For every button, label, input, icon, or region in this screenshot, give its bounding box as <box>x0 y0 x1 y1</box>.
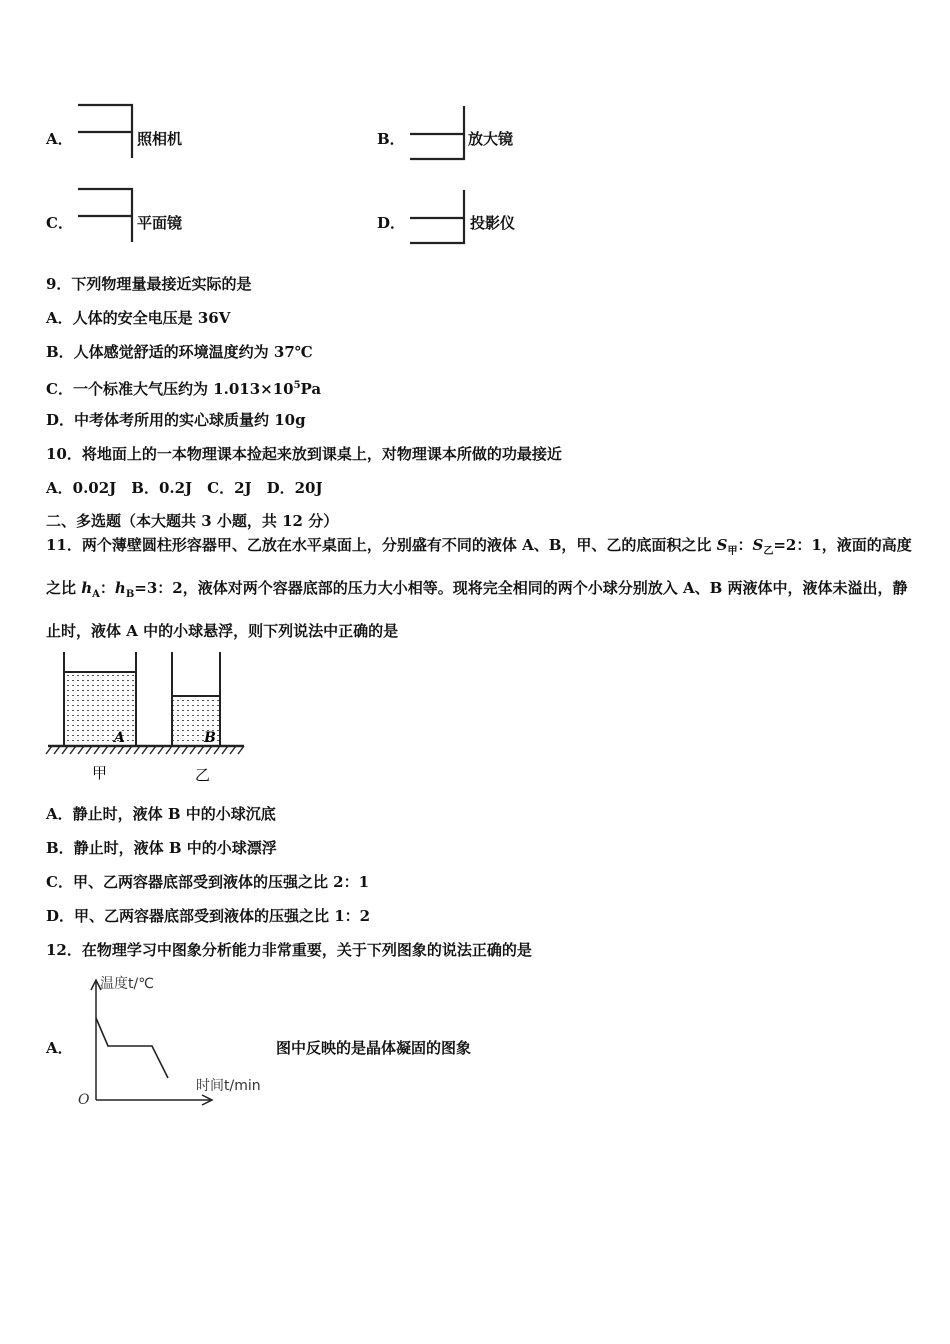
q9-option-c-exponent: 5 <box>293 380 301 391</box>
q11-colon-2: ： <box>99 579 115 597</box>
q11-containers-figure <box>46 648 246 788</box>
q11-h-symbol-2: h <box>114 579 126 597</box>
q11-colon: ： <box>737 536 753 554</box>
q11-sub-jia: 甲 <box>727 546 738 557</box>
q11-sub-yi: 乙 <box>763 546 774 557</box>
q8-option-c-letter: C． <box>46 214 73 232</box>
q9-option-c-main: C．一个标准大气压约为 1.013×10 <box>46 380 294 398</box>
q11-option-d: D．甲、乙两容器底部受到液体的压强之比 1：2 <box>46 907 371 925</box>
q11-s-symbol: S <box>716 536 728 554</box>
q11-figure-label-b: B <box>204 730 216 746</box>
q8-option-c-figure <box>76 184 136 246</box>
q8-option-d-letter: D． <box>377 214 406 232</box>
q9-option-c <box>46 376 321 399</box>
q9-option-b: B．人体感觉舒适的环境温度约为 37℃ <box>46 343 313 361</box>
q8-option-b-letter: B． <box>377 130 405 148</box>
q10-stem: 10．将地面上的一本物理课本捡起来放到课桌上，对物理课本所做的功最接近 <box>46 445 562 463</box>
q11-sub-b: B <box>125 589 135 600</box>
q12-cooling-graph <box>78 972 278 1112</box>
q11-h-symbol: h <box>81 579 93 597</box>
q9-stem: 9．下列物理量最接近实际的是 <box>46 275 252 293</box>
q11-option-b: B．静止时，液体 B 中的小球漂浮 <box>46 839 277 857</box>
q11-stem-part1: 11．两个薄壁圆柱形容器甲、乙放在水平桌面上，分别盛有不同的液体 A、B，甲、乙的底面积之比 <box>46 536 717 554</box>
q8-option-d-text: 投影仪 <box>470 214 516 232</box>
q9-option-d: D．中考体考所用的实心球质量约 10g <box>46 411 306 429</box>
graph-y-axis-label: 温度t/℃ <box>100 976 154 992</box>
q12-stem: 12．在物理学习中图象分析能力非常重要，关于下列图象的说法正确的是 <box>46 941 532 959</box>
graph-x-axis-label: 时间t/min <box>196 1078 261 1094</box>
q8-option-a-letter: A． <box>46 130 73 148</box>
q8-option-d-figure <box>406 188 468 246</box>
q8-option-a-figure <box>76 100 136 162</box>
q11-stem-part3: =3：2，液体对两个容器底部的压力大小相等。现将完全相同的两个小球分别放入 A、B 两液体中，液体未溢出，静止时，液体 A 中的小球悬浮，则下列说法中正确的是 <box>46 579 908 640</box>
q8-option-b-text: 放大镜 <box>468 130 514 148</box>
q9-option-c-unit: Pa <box>300 380 322 398</box>
q11-figure-label-yi: 乙 <box>195 766 211 784</box>
graph-origin-label: O <box>78 1092 90 1108</box>
section-2-heading: 二、多选题（本大题共 3 小题，共 12 分） <box>46 512 339 530</box>
q11-figure-label-jia: 甲 <box>92 764 108 782</box>
q12-option-a-letter: A． <box>46 1039 73 1057</box>
q11-sub-a: A <box>92 589 100 600</box>
q11-stem <box>46 527 912 650</box>
q8-option-c-text: 平面镜 <box>137 214 183 232</box>
q10-options: A．0.02J B．0.2J C．2J D．20J <box>46 479 323 497</box>
q8-option-a-text: 照相机 <box>137 130 183 148</box>
q11-s-symbol-2: S <box>752 536 764 554</box>
q11-option-c: C．甲、乙两容器底部受到液体的压强之比 2：1 <box>46 873 370 891</box>
q12-option-a-text: 图中反映的是晶体凝固的图象 <box>276 1039 472 1057</box>
q11-stem-part2: =2：1，液面的高度之比 <box>46 536 912 597</box>
q9-option-a: A．人体的安全电压是 36V <box>46 309 231 327</box>
q11-figure-label-a: A <box>114 730 125 746</box>
q8-option-b-figure <box>406 104 468 162</box>
q11-option-a: A．静止时，液体 B 中的小球沉底 <box>46 805 276 823</box>
